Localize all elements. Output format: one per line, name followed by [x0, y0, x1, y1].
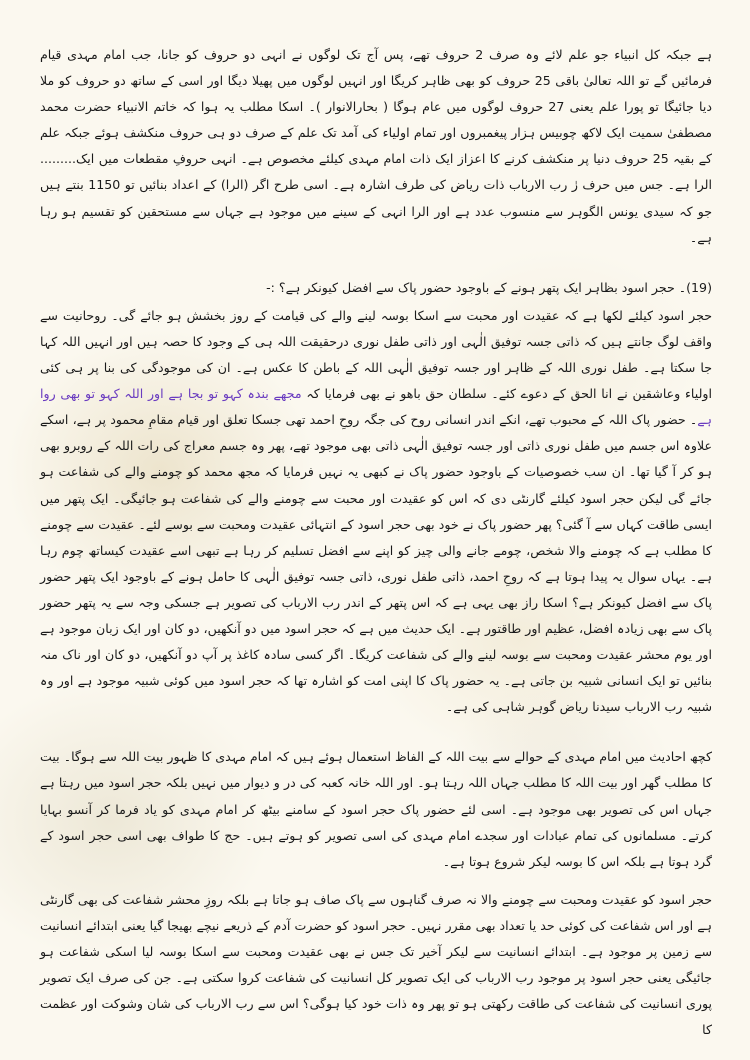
paragraph-intercession: حجر اسود کو عقیدت ومحبت سے چومنے والا نہ صرف گناہوں سے پاک صاف ہو جاتا ہے بلکہ روزِ محشر شفاعت کی بھی گارنٹی ہے اور اس شفاعت کی کوئی حد یا تعداد بھی مقرر نہیں۔ حجر اسود کو حضرت آدم کے ذریعے نیچے بھیجا گیا یعنی ابتدائے انسانیت سے زمین پر موجود ہے۔ ابتدائے انسانیت سے لیکر آخیر تک جس نے بھی عقیدت ومحبت سے اسکا بوسہ لیا اسکی شفاعت ہو جائیگی یعنی حجر اسود پر موجود رب الارباب کی ایک تصویر کل انسانیت کی شفاعت کروا سکتی ہے۔ جن کی صرف ایک تصویر پوری انسانیت کی شفاعت کی طاقت رکھتی ہو تو پھر وہ ذات خود کیا ہوگی؟ اس سے رب الارباب کی شان وشوکت اور عظمت کا — [40, 891, 712, 1038]
question-heading-19: (19)۔ حجر اسود بظاہر ایک پتھر ہونے کے باوجود حضور پاک سے افضل کیونکر ہے؟ :- — [266, 279, 712, 295]
paragraph-black-stone — [40, 303, 712, 721]
paragraph-text-start: حجر اسود کیلئے لکھا ہے کہ عقیدت اور محبت سے اسکا بوسہ لینے والے کی قیامت کے روز بخشش ہو جائے گی۔ روحانیت سے واقف لوگ جانتے ہیں کہ ذاتی جسہ توفیق الٰہی اور ذاتی طفل نوری درحقیقت اللہ ہی کے وجود کا حصہ ہیں اور انہیں اللہ کہا جا سکتا ہے۔ طفل نوری اللہ کے ظاہر اور جسہ توفیق الٰہی اللہ کے باطن کا عکس ہے۔ ان کی موجودگی کی بنا پر ہی کئی اولیاء وعاشقین نے انا الحق کے دعوے کئے۔ سلطان حق باھو نے بھی فرمایا کہ — [40, 307, 712, 402]
highlighted-quote: مجھے بندہ کہو تو بجا ہے اور اللہ کہو تو بھی روا ہے — [40, 386, 712, 428]
paragraph-baitullah: کچھ احادیث میں امام مہدی کے حوالے سے بیت اللہ کے الفاظ استعمال ہوئے ہیں کہ امام مہدی کا ظہور بیت اللہ سے ہوگا۔ بیت کا مطلب گھر اور بیت اللہ کا مطلب جہاں اللہ رہتا ہو۔ اور اللہ خانہ کعبہ کی در و دیوار میں نہیں بلکہ حجر اسود میں رہتا ہے جہاں اس کی تصویر بھی موجود ہے۔ اسی لئے حضور پاک حجر اسود کے سامنے بیٹھ کر امام مہدی کو یاد فرما کر آنسو بہایا کرتے۔ مسلمانوں کی تمام عبادات اور سجدے امام مہدی کی اسی تصویر کو ہوتے ہیں۔ حج کا طواف بھی اسی حجر اسود کے گرد ہوتا ہے بلکہ اس کا بوسہ لیکر شروع ہوتا ہے۔ — [40, 749, 712, 869]
paragraph-text-end: ۔ حضور پاک اللہ کے محبوب تھے، انکے اندر انسانی روح کی جگہ روحِ احمد تھی جسکا تعلق اور قیام مقامِ محمود پر ہے، اسکے علاوہ اس جسم میں طفل نوری ذاتی اور جسہ توفیق الٰہی ذاتی بھی موجود تھے، پھر وہ جسم معراج کی رات اللہ کے روبرو بھی ہو کر آ گیا تھا۔ ان سب خصوصیات کے باوجود حضور پاک نے کبھی یہ نہیں فرمایا کہ مجھ محمد کو چومنے والے کی شفاعت ہو جائے گی لیکن حجر اسود کیلئے گارنٹی دی کہ اس کو عقیدت اور محبت سے چومنے والے کی شفاعت ہو جائیگی۔ ایک پتھر میں ایسی طاقت کہاں سے آ گئی؟ پھر حضور پاک نے خود بھی حجر اسود کے انتہائی عقیدت ومحبت سے بوسے لئے۔ عقیدت سے چومنے کا مطلب ہے کہ چومنے والا شخص، چومے جانے والی چیز کو اپنے سے افضل تسلیم کر رہا ہے تبھی اسے عقیدت کیساتھ چوم رہا ہے۔ یہاں سوال یہ پیدا ہوتا ہے کہ روحِ احمد، ذاتی طفل نوری، ذاتی جسہ توفیق الٰہی کا حامل ہونے کے باوجود ایک پتھر حضور پاک سے افضل کیونکر ہے؟ اسکا راز بھی یہی ہے کہ اس پتھر کے اندر رب الارباب کی تصویر ہے جسکی وجہ سے یہ پتھر حضور پاک سے بھی زیادہ افضل، عظیم اور طاقتور ہے۔ ایک حدیث میں ہے کہ حجر اسود میں دو آنکھیں، دو کان اور ایک زبان موجود ہے اور یوم محشر عقیدت ومحبت سے بوسہ لینے والے کی شفاعت کریگا۔ اگر کسی سادہ کاغذ پر آپ دو آنکھیں، دو کان اور ناک منہ بنائیں تو ایک انسانی شبیہ بن جاتی ہے۔ یہ حضور پاک کا اپنی امت کو اشارہ تھا کہ حجر اسود میں کوئی شبیہ موجود ہے اور وہ شبیہ رب الارباب سیدنا ریاض گوہر شاہی کی ہے۔ — [40, 412, 712, 715]
paragraph-hidden-letters: ہے جبکہ کل انبیاء جو علم لائے وہ صرف 2 حروف تھے، پس آج تک لوگوں نے انہی دو حروف کو جانا، جب امام مہدی قیام فرمائیں گے تو اللہ تعالیٰ باقی 25 حروف کو بھی ظاہر کریگا اور انہیں لوگوں میں پھیلا دیگا اور اسی کے ساتھ دو حروف کو ملا دیا جائیگا تو پورا علم یعنی 27 حروف لوگوں میں عام ہوگا ( بحارالانوار )۔ اسکا مطلب یہ ہوا کہ خاتم الانبیاء حضرت محمد مصطفیٰ سمیت ایک لاکھ چوبیس ہزار پیغمبروں اور تمام اولیاء کی آمد تک علم کے صرف دو ہی حروف منکشف ہوئے جبکہ علم کے بقیہ 25 حروف دنیا پر منکشف کرنے کا اعزاز ایک ذات امام مہدی کیلئے مخصوص ہے۔ انہی حروفِ مقطعات میں ایک......... الرا ہے۔ جس میں حرف رٰ رب الارباب ذات ریاض کی طرف اشارہ ہے۔ اسی طرح اگر (الرا) کے اعداد بنائیں تو 1150 بنتے ہیں جو کہ سیدی یونس الگوہر سے منسوب عدد ہے اور الرا انہی کے سینے میں موجود ہے جہاں سے مستحقین کو تقسیم ہو رہا ہے۔ — [40, 47, 713, 245]
document-page — [40, 42, 713, 1038]
